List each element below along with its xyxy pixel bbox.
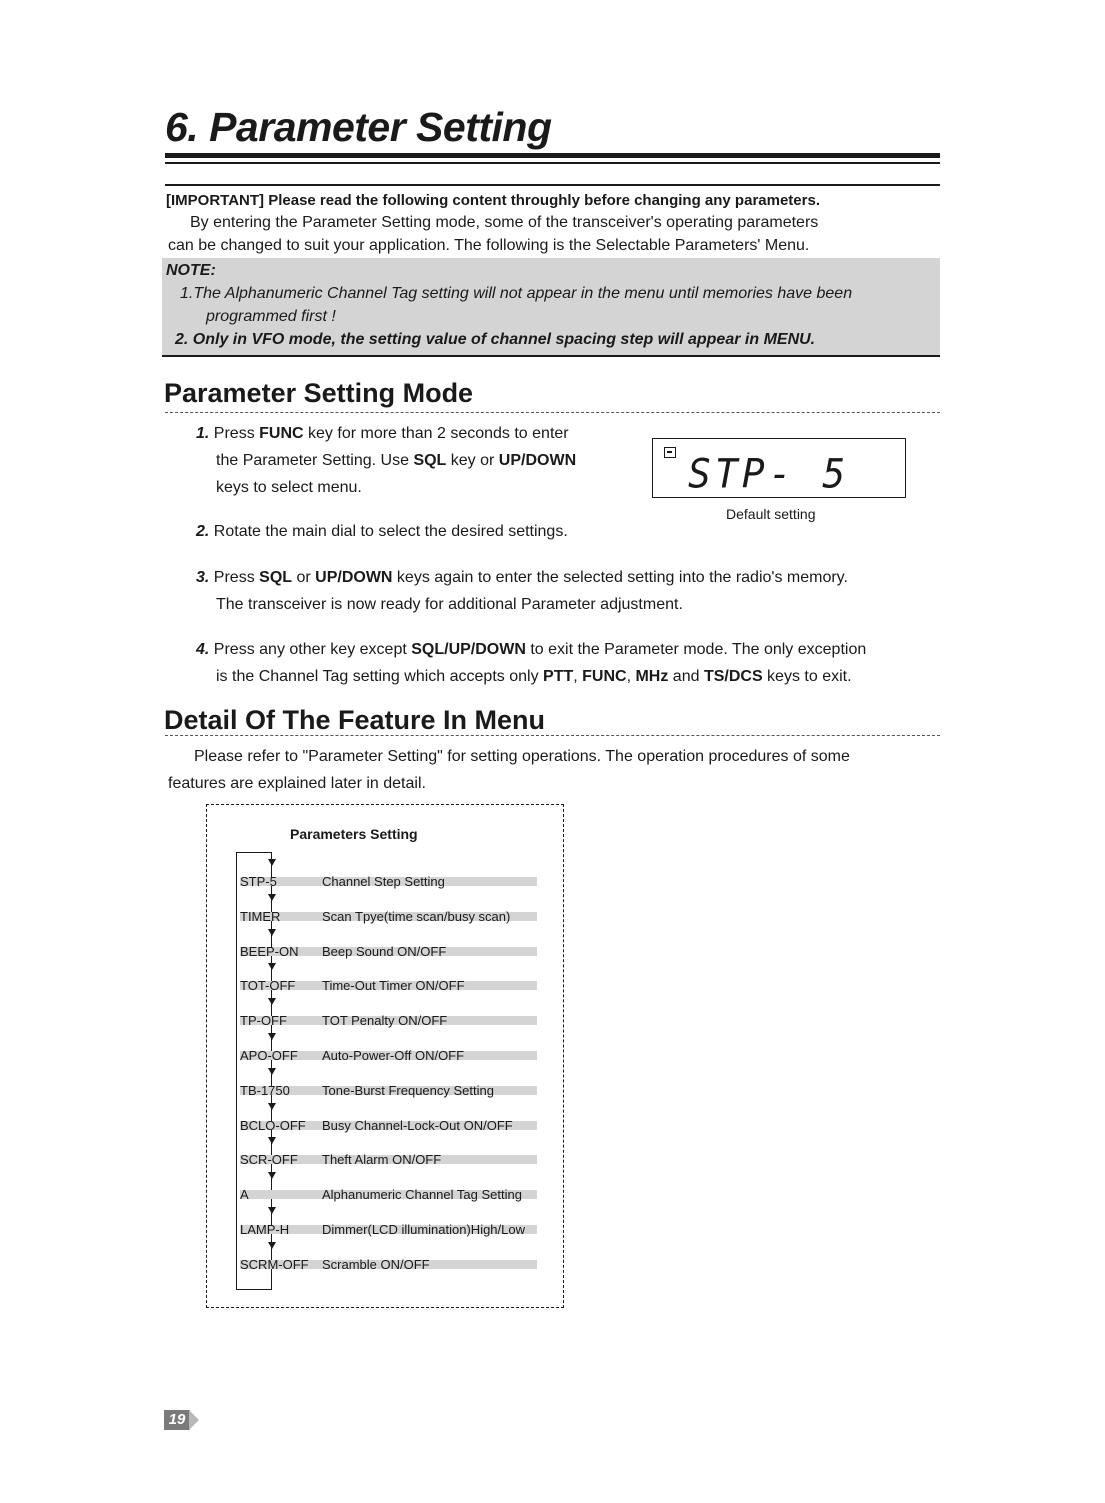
note-item-1-line-2: programmed first !: [206, 308, 336, 325]
note-title: NOTE:: [166, 262, 216, 279]
step-number: 2.: [196, 523, 210, 540]
key-name: MHz: [635, 668, 669, 685]
step-number: 4.: [196, 641, 210, 658]
lcd-readout: STP- 5: [688, 450, 850, 498]
key-name: FUNC: [259, 425, 304, 442]
section-divider: [165, 412, 940, 413]
step-text: is the Channel Tag setting which accepts only: [216, 668, 544, 685]
menu-item-code: STP-5: [240, 874, 277, 889]
down-arrow-icon: [268, 1033, 276, 1040]
menu-item-code: TP-OFF: [240, 1013, 287, 1028]
step-3: [196, 564, 848, 591]
step-text: keys to exit.: [762, 668, 852, 685]
menu-item-code: APO-OFF: [240, 1048, 298, 1063]
note-item-2: 2. Only in VFO mode, the setting value of channel spacing step will appear in MENU.: [175, 331, 816, 348]
section-divider: [165, 735, 940, 736]
key-name: FUNC: [582, 668, 627, 685]
key-name: UP/DOWN: [315, 569, 393, 586]
title-rule-thin: [165, 162, 940, 164]
down-arrow-icon: [268, 1242, 276, 1249]
key-name: SQL/UP/DOWN: [411, 641, 526, 658]
down-arrow-icon: [268, 1172, 276, 1179]
step-1-line-3: keys to select menu.: [216, 479, 362, 496]
detail-line-1: Please refer to "Parameter Setting" for setting operations. The operation procedures of some: [194, 748, 850, 765]
menu-item-code: TB-1750: [240, 1083, 290, 1098]
step-text: Press any other key except: [213, 641, 412, 658]
step-text: and: [668, 668, 704, 685]
step-text: key or: [446, 452, 499, 469]
menu-item-code: BCLO-OFF: [240, 1118, 306, 1133]
step-text: ,: [626, 668, 636, 685]
key-name: SQL: [259, 569, 293, 586]
step-text: Rotate the main dial to select the desired settings.: [213, 523, 568, 540]
key-name: TS/DCS: [703, 668, 763, 685]
section-heading-feature-detail: Detail Of The Feature In Menu: [164, 705, 546, 735]
menu-item-code: SCR-OFF: [240, 1152, 298, 1167]
menu-item-description: Scan Tpye(time scan/busy scan): [322, 909, 511, 924]
menu-item-description: Scramble ON/OFF: [322, 1257, 430, 1272]
down-arrow-icon: [268, 1207, 276, 1214]
step-4-line-2: [216, 663, 852, 690]
step-text: to exit the Parameter mode. The only exception: [525, 641, 867, 658]
important-tag: [IMPORTANT]: [166, 192, 265, 209]
important-notice: [166, 192, 820, 209]
menu-item-code: SCRM-OFF: [240, 1257, 309, 1272]
down-arrow-icon: [268, 859, 276, 866]
menu-item-description: Dimmer(LCD illumination)High/Low: [322, 1222, 525, 1237]
page-number: 19: [164, 1410, 190, 1430]
page-number-tab: [189, 1410, 199, 1430]
menu-item-description: Channel Step Setting: [322, 874, 445, 889]
menu-item-code: TOT-OFF: [240, 978, 296, 993]
key-name: SQL: [413, 452, 447, 469]
function-icon: [664, 447, 676, 458]
lcd-caption: Default setting: [726, 506, 816, 522]
down-arrow-icon: [268, 998, 276, 1005]
menu-item-code: BEEP-ON: [240, 944, 299, 959]
menu-item-description: Auto-Power-Off ON/OFF: [322, 1048, 465, 1063]
step-text: keys again to enter the selected setting into the radio's memory.: [392, 569, 848, 586]
menu-item-code: A: [240, 1187, 249, 1202]
title-rule-thick: [165, 153, 940, 158]
note-item-1-line-1: 1.The Alphanumeric Channel Tag setting will not appear in the menu until memories have been: [180, 285, 853, 302]
page-title: 6. Parameter Setting: [165, 104, 552, 150]
down-arrow-icon: [268, 929, 276, 936]
key-name: UP/DOWN: [498, 452, 577, 469]
step-1: [196, 420, 569, 447]
step-number: 1.: [196, 425, 210, 442]
step-text: key for more than 2 seconds to enter: [303, 425, 569, 442]
important-text: Please read the following content throughly before changing any parameters.: [264, 192, 820, 209]
step-text: Press: [213, 425, 260, 442]
menu-item-description: Tone-Burst Frequency Setting: [322, 1083, 494, 1098]
step-text: the Parameter Setting. Use: [216, 452, 414, 469]
step-number: 3.: [196, 569, 210, 586]
step-text: Press: [213, 569, 260, 586]
menu-item-description: Time-Out Timer ON/OFF: [322, 978, 465, 993]
step-2: [196, 518, 568, 545]
step-4: [196, 636, 866, 663]
step-text: ,: [573, 668, 583, 685]
menu-item-description: TOT Penalty ON/OFF: [322, 1013, 448, 1028]
menu-title: Parameters Setting: [290, 826, 418, 842]
menu-item-description: Theft Alarm ON/OFF: [322, 1152, 442, 1167]
intro-line-2: can be changed to suit your application. The following is the Selectable Parameters' Menu.: [168, 237, 810, 254]
detail-line-2: features are explained later in detail.: [168, 775, 426, 792]
down-arrow-icon: [268, 1068, 276, 1075]
down-arrow-icon: [268, 1137, 276, 1144]
down-arrow-icon: [268, 963, 276, 970]
step-1-line-2: [216, 447, 576, 474]
step-3-line-2: The transceiver is now ready for additional Parameter adjustment.: [216, 596, 683, 613]
intro-line-1: By entering the Parameter Setting mode, some of the transceiver's operating parameters: [190, 214, 819, 231]
step-text: or: [292, 569, 316, 586]
menu-item-description: Busy Channel-Lock-Out ON/OFF: [322, 1118, 513, 1133]
menu-item-code: TIMER: [240, 909, 281, 924]
down-arrow-icon: [268, 1103, 276, 1110]
menu-item-description: Beep Sound ON/OFF: [322, 944, 447, 959]
intro-rule: [165, 184, 940, 186]
section-heading-parameter-mode: Parameter Setting Mode: [164, 378, 474, 408]
menu-item-description: Alphanumeric Channel Tag Setting: [322, 1187, 522, 1202]
down-arrow-icon: [268, 894, 276, 901]
menu-item-code: LAMP-H: [240, 1222, 290, 1237]
key-name: PTT: [543, 668, 574, 685]
